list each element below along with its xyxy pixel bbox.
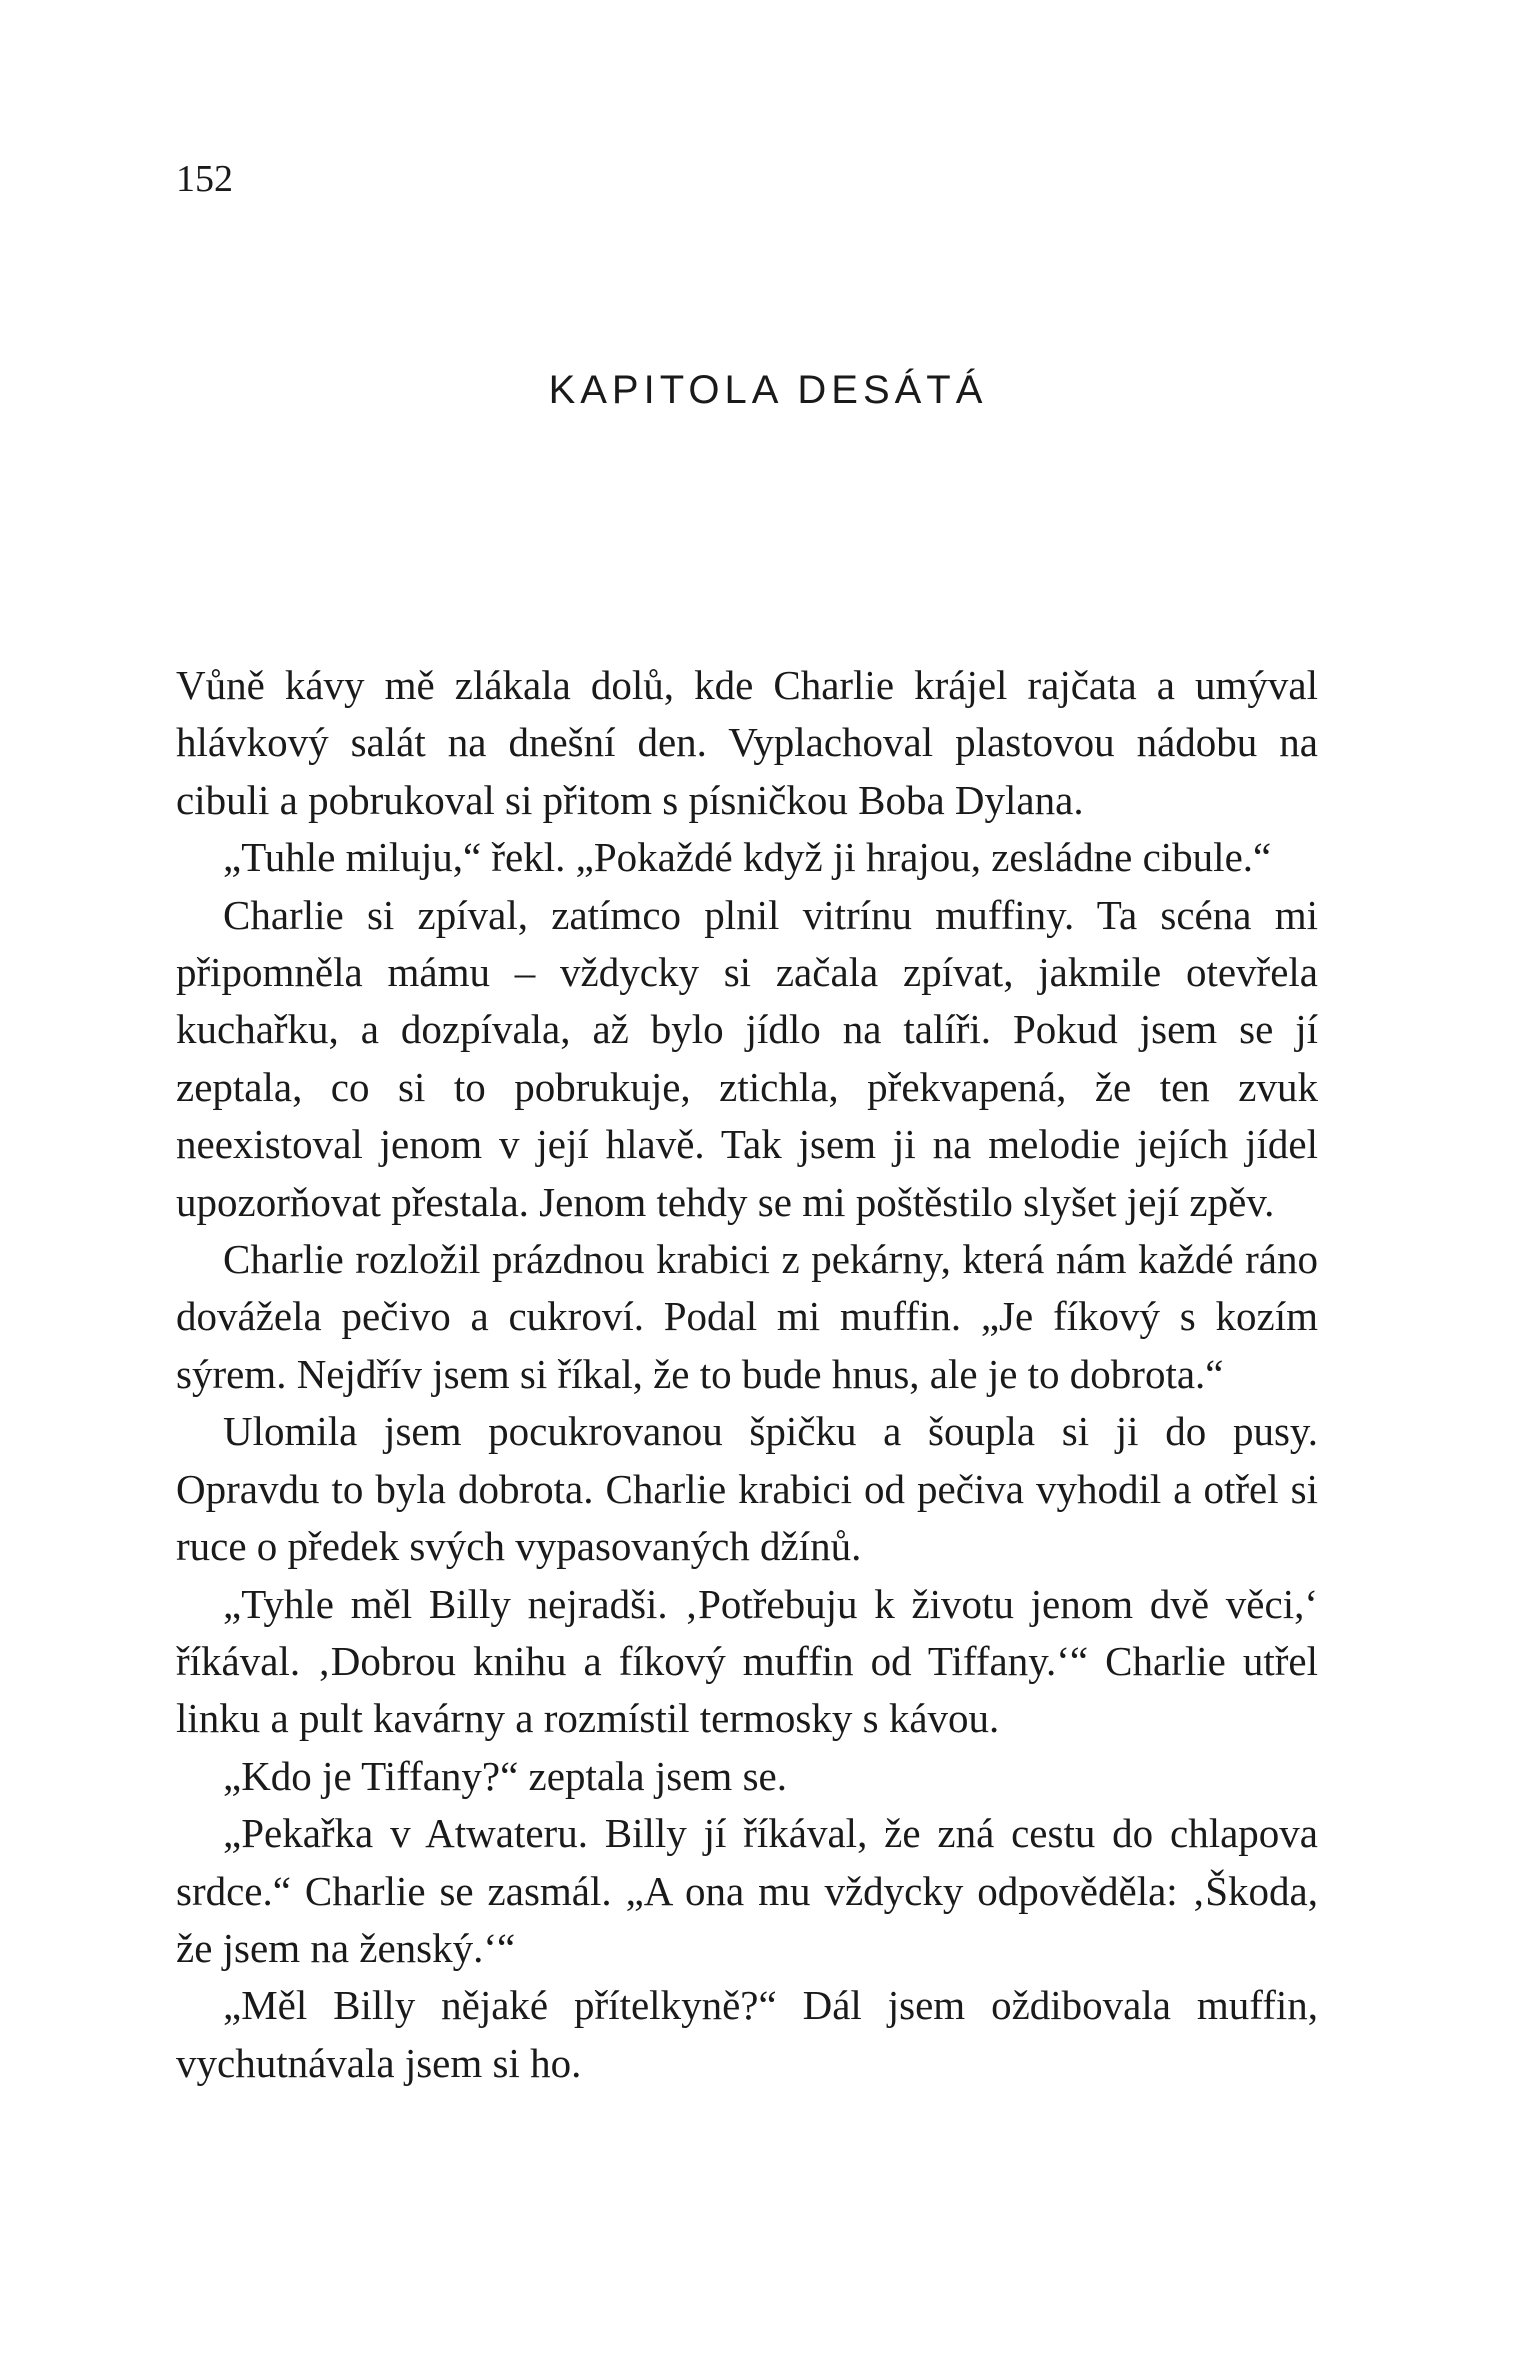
paragraph: Ulomila jsem pocukrovanou špičku a šoupla si ji do pusy. Opravdu to byla dobrota. Charlie krabici od pečiva vyhodil a otřel si ruce o předek svých vypasovaných džínů.: [176, 1408, 1318, 1570]
paragraph: „Tuhle miluju,“ řekl. „Pokaždé když ji hrajou, zesládne cibule.“: [223, 834, 1272, 881]
paragraph: Vůně kávy mě zlákala dolů, kde Charlie krájel rajčata a umýval hlávkový salát na dnešní den. Vyplachoval plastovou nádobu na cibuli a pobrukoval si přitom s písničkou Boba Dylana.: [176, 662, 1318, 823]
paragraph: „Měl Billy nějaké přítelkyně?“ Dál jsem oždibovala muffin, vychutnávala jsem si ho.: [176, 1982, 1318, 2086]
paragraph: Charlie rozložil prázdnou krabici z pekárny, která nám každé ráno dovážela pečivo a cukroví. Podal mi muffin. „Je fíkový s kozím sýrem. Nejdřív jsem si říkal, že to bude hnus, ale je to dobrota.“: [176, 1236, 1318, 1397]
page-number: 152: [176, 158, 233, 200]
chapter-body: [176, 657, 1318, 2092]
paragraph: Charlie si zpíval, zatímco plnil vitrínu muffiny. Ta scéna mi připomněla mámu – vždycky si začala zpívat, jakmile otevřela kuchařku, a dozpívala, až bylo jídlo na talíři. Pokud jsem se jí zeptala, co si to pobrukuje, ztichla, překvapená, že ten zvuk neexistoval jenom v její hlavě. Tak jsem ji na melodie jejích jídel upozorňovat přestala. Jenom tehdy se mi poštěstilo slyšet její zpěv.: [176, 891, 1318, 1225]
paragraph: „Pekařka v Atwateru. Billy jí říkával, že zná cestu do chlapova srdce.“ Charlie se zasmál. „A ona mu vždycky odpověděla: ‚Škoda, že jsem na ženský.‘“: [176, 1810, 1318, 1971]
chapter-title: KAPITOLA DESÁTÁ: [548, 368, 988, 412]
paragraph: „Tyhle měl Billy nejradši. ‚Potřebuju k životu jenom dvě věci,‘ říkával. ‚Dobrou knihu a fíkový muffin od Tiffany.‘“ Charlie utřel linku a pult kavárny a rozmístil termosky s kávou.: [176, 1580, 1318, 1742]
paragraph: „Kdo je Tiffany?“ zeptala jsem se.: [223, 1752, 787, 1799]
